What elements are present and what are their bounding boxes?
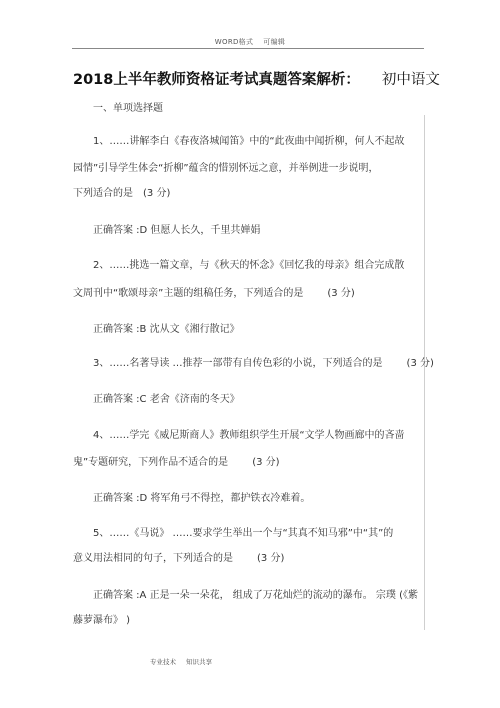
header-divider bbox=[72, 48, 424, 49]
q3-line-1 bbox=[93, 354, 434, 369]
document-title bbox=[73, 68, 440, 89]
header-format-label: WORD格式 bbox=[214, 38, 254, 46]
page-edge-line bbox=[424, 115, 425, 630]
q2-line-1: 2、……挑选一篇文章，与《秋天的怀念》《回忆我的母亲》组合完成散 bbox=[93, 260, 405, 271]
q5-line-1: 5、……《马说》 ……要求学生举出一个与“其真不知马邪”中“其”的 bbox=[93, 528, 394, 539]
header-editable-label: 可编辑 bbox=[263, 38, 286, 46]
q4-line-1: 4、……学完《威尼斯商人》教师组织学生开展“文学人物画廊中的吝啬 bbox=[93, 430, 405, 441]
q1-line-3 bbox=[73, 184, 170, 199]
q5-line-2 bbox=[73, 549, 284, 564]
q2-prompt: 文周刊中“歌颂母亲”主题的组稿任务，下列适合的是 bbox=[73, 288, 304, 299]
q4-answer: 正确答案 :D 将军角弓不得控，都护铁衣冷难着。 bbox=[93, 493, 311, 504]
title-main: 2018上半年教师资格证考试真题答案解析： bbox=[73, 72, 360, 88]
q1-score: (3 分) bbox=[143, 188, 171, 199]
q2-score: (3 分) bbox=[327, 288, 355, 299]
q5-answer-line-2: 藤萝瀑布》 ) bbox=[73, 615, 131, 626]
title-subject: 初中语文 bbox=[381, 72, 440, 88]
q3-answer: 正确答案 :C 老舍《济南的冬天》 bbox=[93, 394, 240, 405]
q1-line-1: 1、……讲解李白《春夜洛城闻笛》中的“此夜曲中闻折柳，何人不起故 bbox=[93, 136, 405, 147]
page-footer bbox=[150, 657, 212, 666]
q5-prompt: 意义用法相同的句子，下列适合的是 bbox=[73, 553, 233, 564]
q1-answer: 正确答案 :D 但愿人长久，千里共婵娟 bbox=[93, 225, 261, 236]
q5-score: (3 分) bbox=[257, 553, 285, 564]
q2-answer: 正确答案 :B 沈从文《湘行散记》 bbox=[93, 324, 240, 335]
q1-line-2: 园情”引导学生体会“折柳”蕴含的惜别怀远之意，并举例进一步说明， bbox=[73, 163, 379, 174]
q4-line-2 bbox=[73, 453, 280, 468]
section-heading: 一、单项选择题 bbox=[93, 103, 163, 114]
q3-prompt: 3、……名著导读 …推荐一部带有自传色彩的小说，下列适合的是 bbox=[93, 358, 383, 369]
page-header bbox=[0, 37, 500, 47]
q4-score: (3 分) bbox=[252, 457, 280, 468]
q2-line-2 bbox=[73, 284, 355, 299]
footer-left-label: 专业技术 bbox=[150, 658, 176, 666]
q1-prompt: 下列适合的是 bbox=[73, 188, 133, 199]
q3-score: (3 分) bbox=[406, 358, 434, 369]
footer-right-label: 知识共享 bbox=[186, 658, 212, 666]
q4-prompt: 鬼”专题研究，下列作品不适合的是 bbox=[73, 457, 229, 468]
q5-answer-line-1: 正确答案 :A 正是一朵一朵花， 组成了万花灿烂的流动的瀑布。 宗璞 (《紫 bbox=[93, 590, 419, 601]
